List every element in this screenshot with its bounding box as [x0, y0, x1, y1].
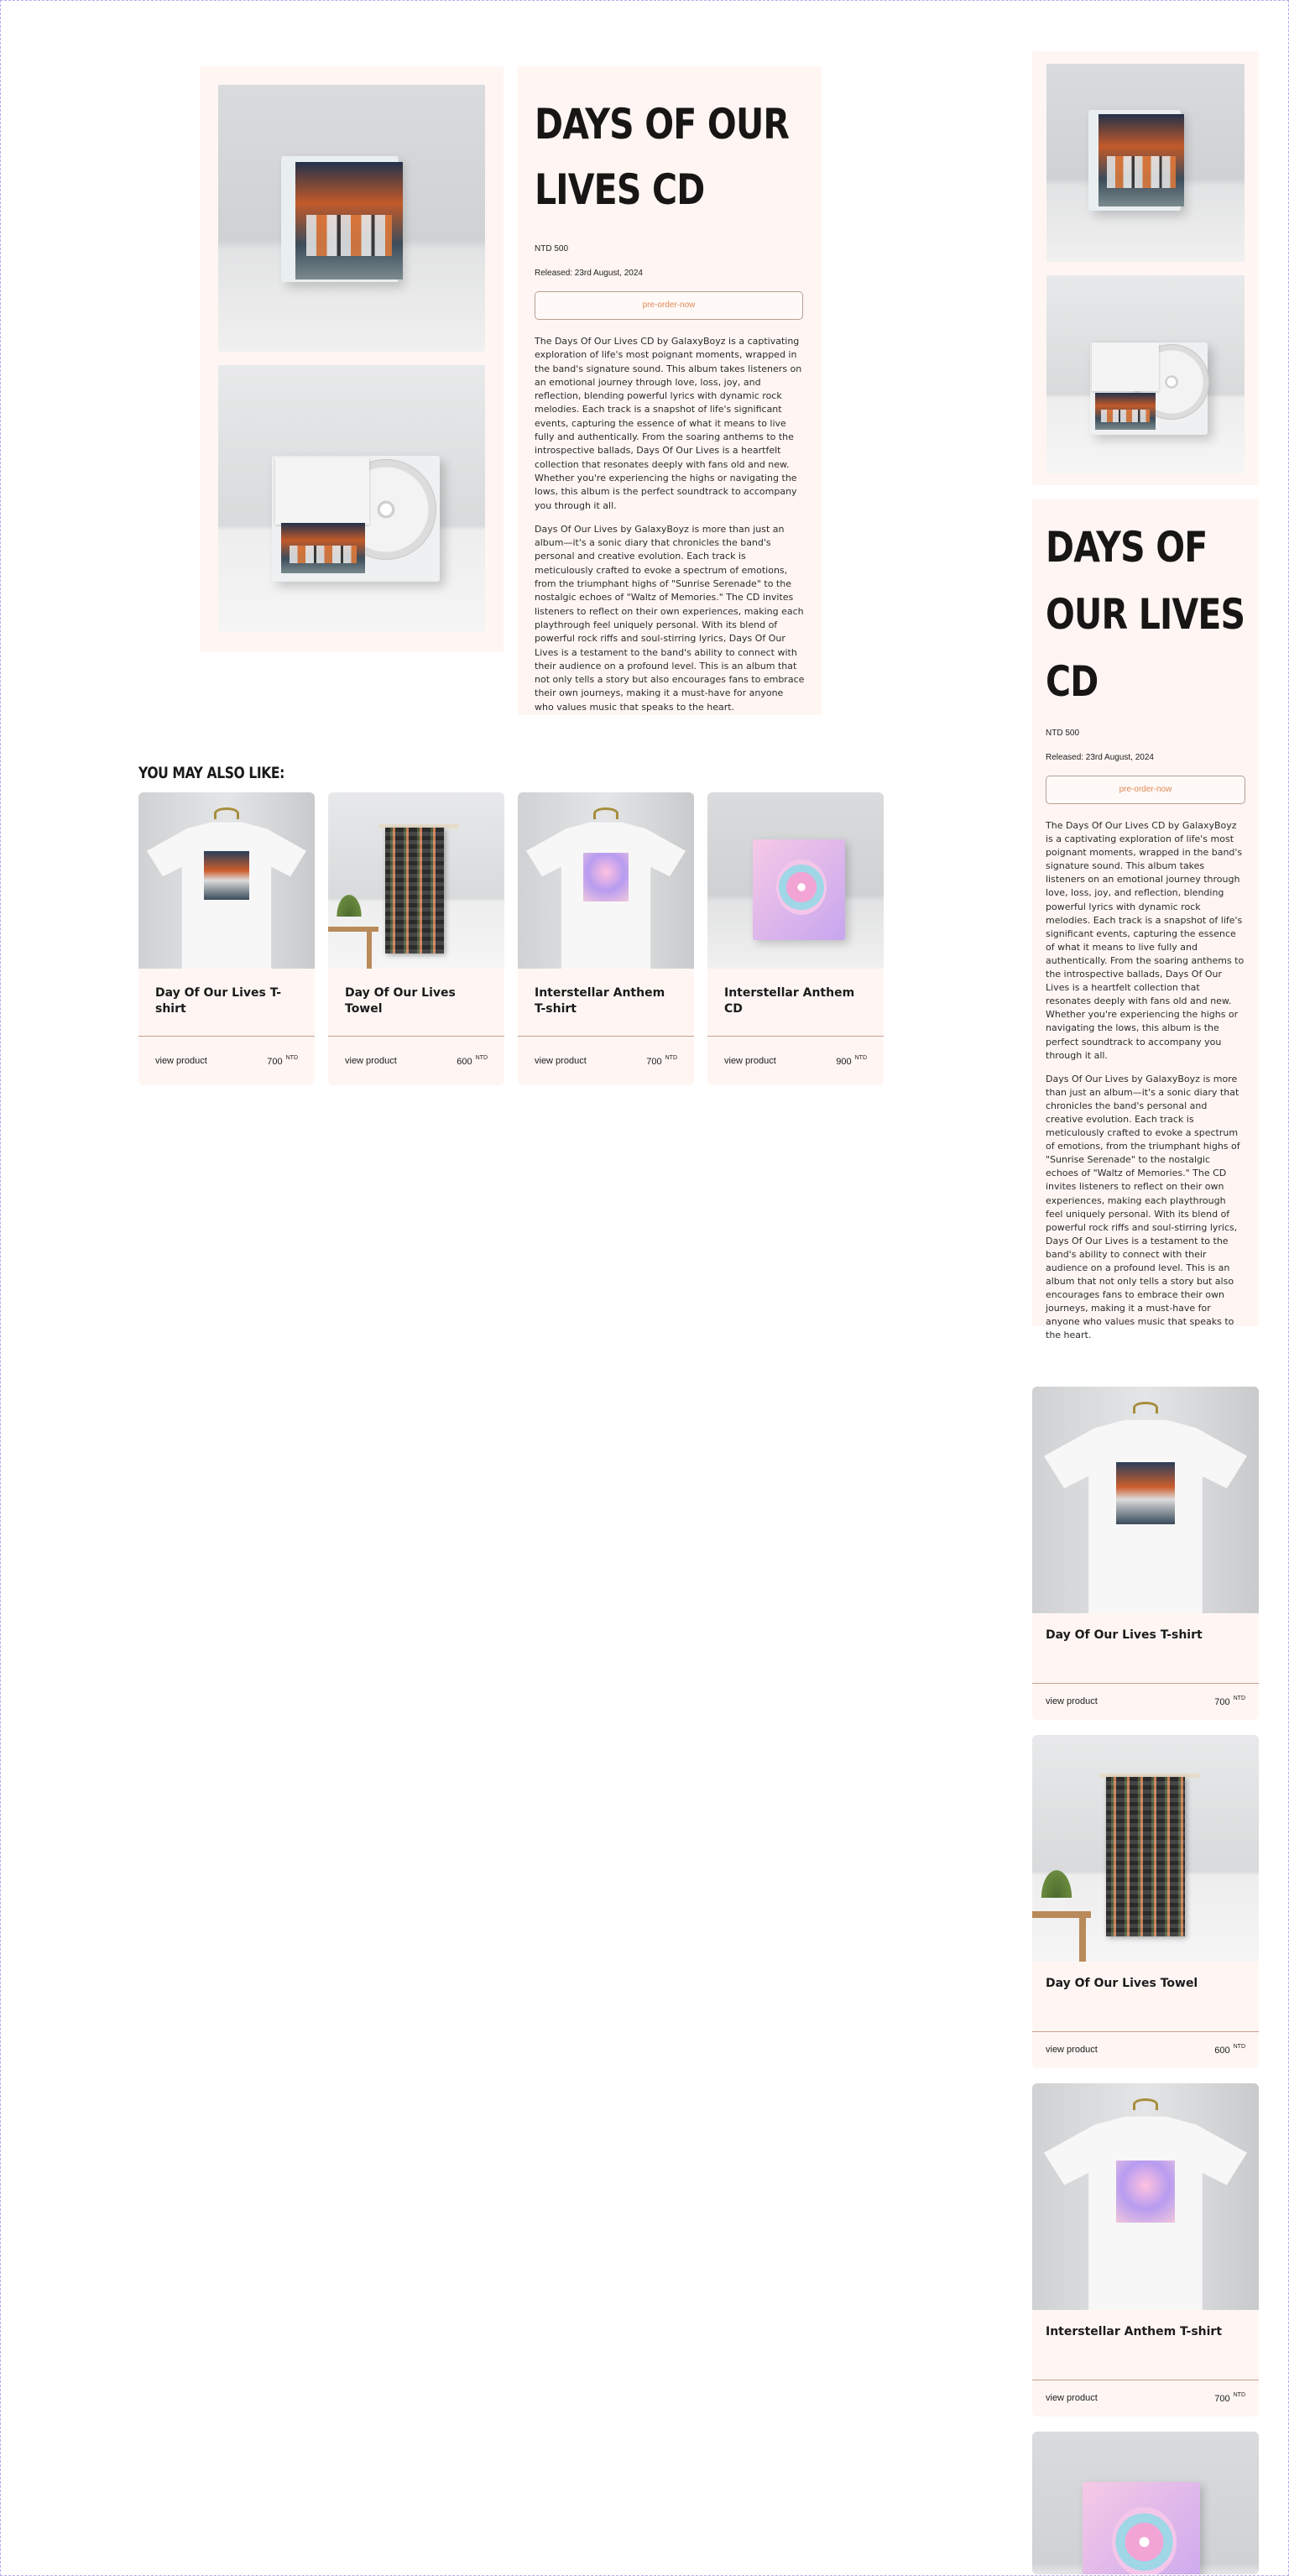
related-products [138, 792, 884, 1085]
product-card-name: Day Of Our Lives Towel [1046, 1977, 1198, 1990]
mobile-product-gallery [1032, 51, 1259, 485]
product-card[interactable] [138, 792, 315, 1085]
view-product-link[interactable]: view product [345, 1056, 397, 1066]
product-image-open[interactable] [1046, 275, 1245, 473]
product-card-price: 700 $^{NTD}$ [1214, 2392, 1245, 2404]
product-thumb-interstellar-tshirt[interactable] [1032, 2083, 1259, 2310]
product-image-open[interactable] [218, 365, 485, 632]
product-description-2: Days Of Our Lives by GalaxyBoyz is more than just an album—it's a sonic diary that chronicles the band's personal and creative evolution. Each track is meticulously crafted to evoke a spectrum of emotions, from the triumphant highs of "Sunrise Serenade" to the nostalgic echoes of "Waltz of Memories." The CD invites listeners to reflect on their own experiences, making each playthrough feel uniquely personal. With its blend of powerful rock riffs and soul-stirring lyrics, Days Of Our Lives is a testament to the band's ability to connect with their audience on a profound level. This is an album that not only tells a story but also encourages fans to embrace their own journeys, making it a must-have for anyone who values music that speaks to the heart. [1046, 1073, 1240, 1341]
view-product-link[interactable]: view product [1046, 2393, 1098, 2403]
related-heading: YOU MAY ALSO LIKE: [138, 764, 284, 782]
view-product-link[interactable]: view product [1046, 1696, 1098, 1706]
product-image-front[interactable] [218, 85, 485, 352]
product-card-price: 700 $^{NTD}$ [267, 1055, 298, 1067]
product-description-2: Days Of Our Lives by GalaxyBoyz is more than just an album—it's a sonic diary that chronicles the band's personal and creative evolution. Each track is meticulously crafted to evoke a spectrum of emotions, from the triumphant highs of "Sunrise Serenade" to the nostalgic echoes of "Waltz of Memories." The CD invites listeners to reflect on their own experiences, making each playthrough feel uniquely personal. With its blend of powerful rock riffs and soul-stirring lyrics, Days Of Our Lives is a testament to the band's ability to connect with their audience on a profound level. This is an album that not only tells a story but also encourages fans to embrace their own journeys, making it a must-have for anyone who values music that speaks to the heart. [535, 523, 805, 713]
product-thumb-interstellar-tshirt[interactable] [518, 792, 694, 969]
product-card[interactable] [328, 792, 504, 1085]
product-card-name: Day Of Our Lives T-shirt [1046, 1628, 1203, 1642]
product-card-name: Interstellar Anthem T-shirt [1046, 2325, 1223, 2338]
preorder-button[interactable]: pre-order-now [1046, 776, 1245, 804]
release-date: Released: 23rd August, 2024 [1046, 753, 1154, 762]
product-info-panel [518, 66, 822, 715]
mobile-related-products [1032, 1387, 1259, 2576]
product-card[interactable] [707, 792, 884, 1085]
product-description-1: The Days Of Our Lives CD by GalaxyBoyz is a captivating exploration of life's most poignant moments, wrapped in the band's signature sound. This album takes listeners on an emotional journey through love, loss, joy, and reflection, blending powerful lyrics with dynamic rock melodies. Each track is a snapshot of life's significant events, capturing the essence of what it means to live fully and authentically. From the soaring anthems to the introspective ballads, Days Of Our Lives is a heartfelt collection that resonates deeply with fans old and new. Whether you're experiencing the highs or navigating the lows, this album is the perfect soundtrack to accompany you through it all. [535, 336, 802, 511]
product-title: DAYS OF OUR LIVES CD [1046, 523, 1245, 706]
release-date: Released: 23rd August, 2024 [535, 269, 643, 278]
mobile-product-info-panel [1032, 499, 1259, 1341]
product-price: NTD 500 [535, 244, 569, 253]
product-thumb-tshirt[interactable] [1032, 1387, 1259, 1613]
product-card[interactable] [1032, 1387, 1259, 1720]
view-product-link[interactable]: view product [535, 1056, 587, 1066]
product-thumb-towel[interactable] [1032, 1735, 1259, 1962]
view-product-link[interactable]: view product [724, 1056, 776, 1066]
view-product-link[interactable]: view product [1046, 2045, 1098, 2055]
product-thumb-towel[interactable] [328, 792, 504, 969]
product-card-price: 700 $^{NTD}$ [646, 1055, 677, 1067]
product-card-name: Day Of Our Lives Towel [345, 986, 456, 1016]
product-card[interactable] [518, 792, 694, 1085]
product-card-name: Interstellar Anthem T-shirt [535, 986, 665, 1016]
product-card[interactable] [1032, 1735, 1259, 2068]
product-card-price: 900 $^{NTD}$ [836, 1055, 867, 1067]
product-title: DAYS OF OUR LIVES CD [535, 100, 790, 214]
product-card-price: 700 $^{NTD}$ [1214, 1696, 1245, 1707]
product-card-name: Day Of Our Lives T-shirt [155, 986, 282, 1016]
product-price: NTD 500 [1046, 729, 1080, 738]
product-description-1: The Days Of Our Lives CD by GalaxyBoyz is a captivating exploration of life's most poignant moments, wrapped in the band's signature sound. This album takes listeners on an emotional journey through love, loss, joy, and reflection, blending powerful lyrics with dynamic rock melodies. Each track is a snapshot of life's significant events, capturing the essence of what it means to live fully and authentically. From the soaring anthems to the introspective ballads, Days Of Our Lives is a heartfelt collection that resonates deeply with fans old and new. Whether you're experiencing the highs or navigating the lows, this album is the perfect soundtrack to accompany you through it all. [1046, 820, 1245, 1061]
product-thumb-interstellar-cd[interactable] [1032, 2432, 1259, 2574]
product-thumb-interstellar-cd[interactable] [707, 792, 884, 969]
product-card-name: Interstellar Anthem CD [724, 986, 855, 1016]
product-image-front[interactable] [1046, 64, 1245, 262]
product-card-price: 600 $^{NTD}$ [457, 1055, 488, 1067]
product-thumb-tshirt[interactable] [138, 792, 315, 969]
preorder-button[interactable]: pre-order-now [535, 291, 803, 320]
product-card-price: 600 $^{NTD}$ [1214, 2044, 1245, 2056]
product-card[interactable] [1032, 2083, 1259, 2417]
view-product-link[interactable]: view product [155, 1056, 207, 1066]
product-gallery [200, 66, 504, 652]
product-card[interactable] [1032, 2432, 1259, 2574]
